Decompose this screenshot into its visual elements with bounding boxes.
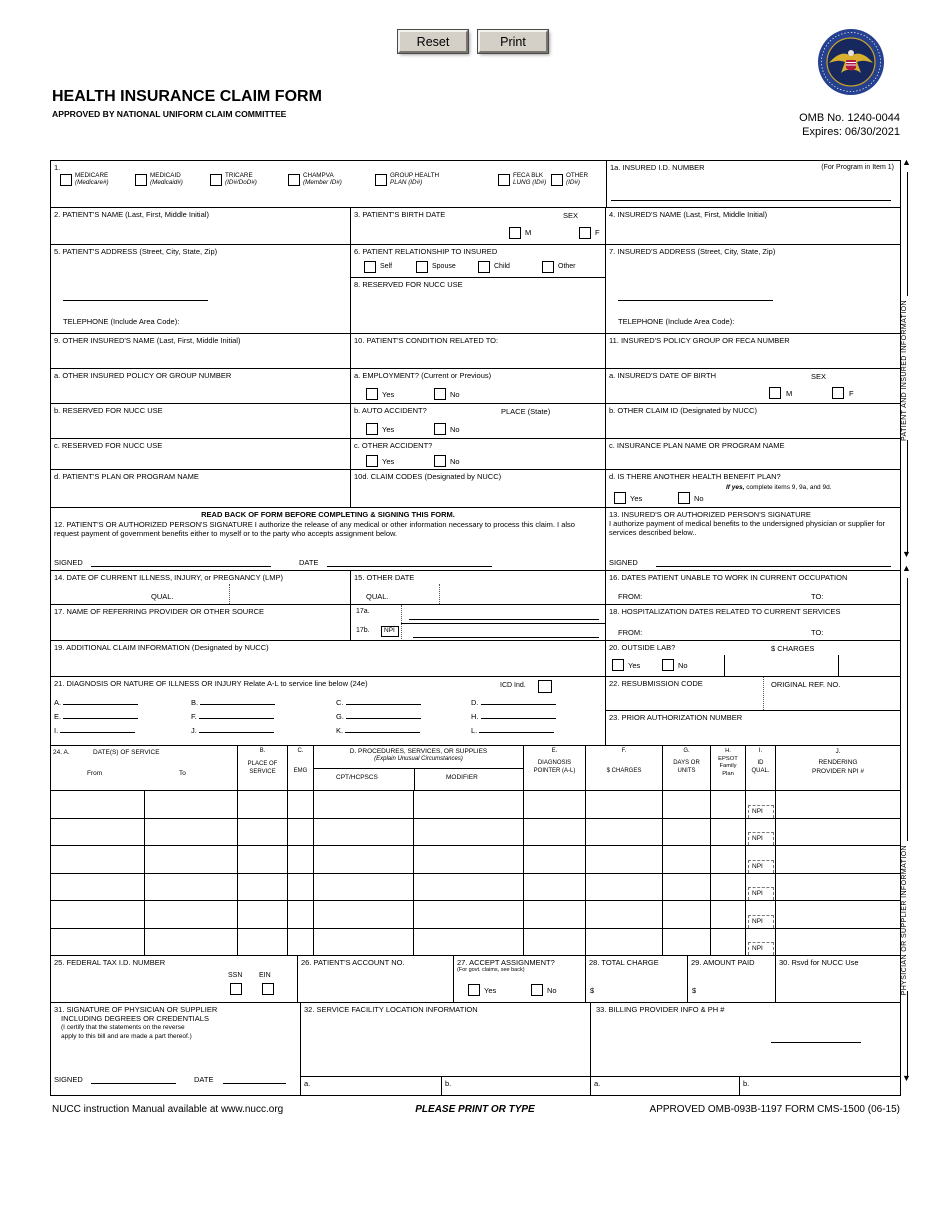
col24c-header: C. EMG <box>287 745 313 790</box>
box9d-label: d. PATIENT'S PLAN OR PROGRAM NAME <box>54 472 199 481</box>
box1-number: 1. <box>54 163 61 172</box>
option-sublabel: PLAN (ID#) <box>390 179 423 187</box>
signed-label: SIGNED <box>609 558 638 567</box>
patient-date-line <box>327 566 492 567</box>
no-label: No <box>450 457 460 466</box>
outside-lab-no-checkbox[interactable] <box>662 659 674 671</box>
male-label: M <box>525 228 532 237</box>
field-line <box>199 726 274 733</box>
other-accident-yes-checkbox[interactable] <box>366 455 378 467</box>
box13-label: 13. INSURED'S OR AUTHORIZED PERSON'S SIGNATURE <box>609 510 811 519</box>
insured-signed-line <box>656 566 891 567</box>
diagnosis-l: L. <box>471 726 554 735</box>
field-line <box>413 637 599 638</box>
signed-label: SIGNED <box>54 558 83 567</box>
box11a-insured-birth-date <box>605 368 900 403</box>
footer-nucc-manual: NUCC instruction Manual available at www.nucc.org <box>52 1104 284 1115</box>
npi-label: NPI <box>748 887 774 900</box>
box32a-cell <box>301 1076 441 1096</box>
yes-label: Yes <box>628 661 641 670</box>
option-sublabel: (Member ID#) <box>303 179 342 187</box>
child-label: Child <box>494 263 510 270</box>
box11-label: 11. INSURED'S POLICY GROUP OR FECA NUMBER <box>609 336 790 345</box>
other-accident-no-checkbox[interactable] <box>434 455 446 467</box>
box20-outside-lab <box>605 640 900 676</box>
option-sublabel: (ID#/DoD#) <box>225 179 257 187</box>
col24j-header: J. RENDERING PROVIDER NPI # <box>775 745 900 790</box>
box31-physician-signature <box>51 1002 300 1095</box>
diagnosis-f: F. <box>191 712 274 721</box>
section-line <box>907 172 908 296</box>
box23-label: 23. PRIOR AUTHORIZATION NUMBER <box>609 713 743 722</box>
box10a-label: a. EMPLOYMENT? (Current or Previous) <box>354 371 492 380</box>
cms-1500-form <box>50 160 901 1096</box>
field-line <box>481 712 556 719</box>
ssn-label: SSN <box>228 972 243 979</box>
to-label: TO: <box>811 628 824 637</box>
row-divider <box>401 623 606 624</box>
page-subtitle: APPROVED BY NATIONAL UNIFORM CLAIM COMMITTEE <box>52 109 287 119</box>
box28-total-charge <box>585 955 687 1002</box>
npi-label: NPI <box>748 805 774 818</box>
other-label: Other <box>558 263 576 270</box>
box32-service-facility <box>300 1002 590 1095</box>
icd-indicator-field[interactable] <box>538 680 552 693</box>
col24e-header: E. DIAGNOSIS POINTER (A-L) <box>523 745 585 790</box>
divider <box>763 677 764 710</box>
option-other <box>551 172 588 187</box>
box9-label: 9. OTHER INSURED'S NAME (Last, First, Middle Initial) <box>54 336 241 345</box>
option-label: TRICARE <box>225 172 253 179</box>
field-line <box>346 712 421 719</box>
accept-assignment-yes-checkbox[interactable] <box>468 984 480 996</box>
box32b-label: b. <box>445 1079 452 1088</box>
charges-divider <box>838 655 839 677</box>
box30-label: 30. Rsvd for NUCC Use <box>779 958 859 967</box>
from-label: From <box>87 770 103 777</box>
print-button[interactable]: Print <box>478 30 548 53</box>
physician-signed-line <box>91 1083 176 1084</box>
omb-number: OMB No. 1240-0044 <box>799 112 900 124</box>
relationship-spouse-checkbox[interactable] <box>416 261 428 273</box>
yes-label: Yes <box>484 986 497 995</box>
box4-label: 4. INSURED'S NAME (Last, First, Middle Initial) <box>609 210 768 219</box>
box1a-label: 1a. INSURED I.D. NUMBER <box>610 163 705 172</box>
champva-checkbox[interactable] <box>288 174 300 186</box>
box5-label: 5. PATIENT'S ADDRESS (Street, City, State, Zip) <box>54 247 218 256</box>
outside-lab-yes-checkbox[interactable] <box>612 659 624 671</box>
box9b-reserved-nucc <box>51 403 350 438</box>
box13-text: I authorize payment of medical benefits to the undersigned physician or supplier for services described below.. <box>609 519 885 537</box>
box9c-label: c. RESERVED FOR NUCC USE <box>54 441 163 450</box>
box20-label: 20. OUTSIDE LAB? <box>609 643 676 652</box>
col24b-header: B. PLACE OF SERVICE <box>237 745 287 790</box>
box7-label: 7. INSURED'S ADDRESS (Street, City, State, Zip) <box>609 247 776 256</box>
col24g-header: G. DAYS OR UNITS <box>662 745 710 790</box>
option-sublabel: (Medicare#) <box>75 179 109 187</box>
box1a-note: (For Program in Item 1) <box>821 164 894 171</box>
phone-line <box>771 1042 861 1043</box>
option-label: MEDICAID <box>150 172 181 179</box>
date-label: DATE <box>194 1075 214 1084</box>
option-label: FECA BLK <box>513 172 544 179</box>
box21-label: 21. DIAGNOSIS OR NATURE OF ILLNESS OR INJURY Relate A-L to service line below (24e) <box>54 679 368 688</box>
dollar-sign: $ <box>692 986 697 995</box>
medicaid-checkbox[interactable] <box>135 174 147 186</box>
box10b-auto-accident <box>350 403 605 438</box>
box11d-another-benefit-plan <box>605 469 900 507</box>
box17ab-referring-ids <box>350 604 605 640</box>
box11a-label: a. INSURED'S DATE OF BIRTH <box>609 371 717 380</box>
physician-section-arrow-up-icon: ▲ <box>902 563 911 573</box>
option-sublabel: (Medicaid#) <box>150 179 183 187</box>
diagnosis-i: I. <box>54 726 135 735</box>
charges-label: $ CHARGES <box>771 644 815 653</box>
box9a-label: a. OTHER INSURED POLICY OR GROUP NUMBER <box>54 371 232 380</box>
ein-checkbox[interactable] <box>262 983 274 995</box>
box29-label: 29. AMOUNT PAID <box>691 958 755 967</box>
diagnosis-k: K. <box>336 726 420 735</box>
box10-patient-condition <box>350 333 605 368</box>
box11c-label: c. INSURANCE PLAN NAME OR PROGRAM NAME <box>609 441 785 450</box>
box17-label: 17. NAME OF REFERRING PROVIDER OR OTHER SOURCE <box>54 607 265 616</box>
box10d-claim-codes <box>350 469 605 507</box>
option-sublabel: LUNG (ID#) <box>513 179 547 187</box>
option-tricare <box>210 172 257 187</box>
col24h-header: H. EPSOT Family Plan <box>710 745 745 790</box>
box6-patient-relationship <box>350 244 605 277</box>
box31-note-1: (I certify that the statements on the reverse <box>61 1024 185 1031</box>
diagnosis-b: B. <box>191 698 275 707</box>
patient-section-arrow-down-icon: ▼ <box>902 549 911 559</box>
reset-button[interactable]: Reset <box>398 30 468 53</box>
benefit-plan-no-checkbox[interactable] <box>678 492 690 504</box>
feca-blk-lung-checkbox[interactable] <box>498 174 510 186</box>
box31-label-1: 31. SIGNATURE OF PHYSICIAN OR SUPPLIER <box>54 1005 218 1014</box>
field-line <box>409 619 599 620</box>
service-row-6[interactable] <box>51 928 900 956</box>
box22-resubmission-code <box>605 676 900 710</box>
physician-section-arrow-down-icon: ▼ <box>902 1073 911 1083</box>
divider <box>314 768 524 769</box>
option-medicaid <box>135 172 183 187</box>
service-row-5[interactable] <box>51 900 900 928</box>
field-line <box>60 726 135 733</box>
ein-label: EIN <box>259 972 271 979</box>
box11d-label: d. IS THERE ANOTHER HEALTH BENEFIT PLAN? <box>609 472 781 481</box>
box14-label: 14. DATE OF CURRENT ILLNESS, INJURY, or PREGNANCY (LMP) <box>54 573 283 582</box>
relationship-other-checkbox[interactable] <box>542 261 554 273</box>
yes-label: Yes <box>382 390 395 399</box>
yes-label: Yes <box>630 494 643 503</box>
box12-text: 12. PATIENT'S OR AUTHORIZED PERSON'S SIGNATURE I authorize the release of any medical or other information necessary to process this claim. I also request payment of government benefits either to myself or to the party who accepts assignment below. <box>54 520 575 538</box>
to-label: To <box>179 770 186 777</box>
yes-label: Yes <box>382 457 395 466</box>
box26-label: 26. PATIENT'S ACCOUNT NO. <box>301 958 405 967</box>
box9c-reserved-nucc <box>51 438 350 469</box>
box16-unable-to-work-dates <box>605 570 900 604</box>
auto-accident-yes-checkbox[interactable] <box>366 423 378 435</box>
section-line <box>907 440 908 552</box>
box11b-other-claim-id <box>605 403 900 438</box>
box9-other-insured-name <box>51 333 350 368</box>
box18-label: 18. HOSPITALIZATION DATES RELATED TO CURRENT SERVICES <box>609 607 841 616</box>
service-row-2[interactable] <box>51 818 900 846</box>
box33a-cell <box>591 1076 739 1096</box>
field-line <box>63 698 138 705</box>
box32a-label: a. <box>304 1079 311 1088</box>
read-back-heading: READ BACK OF FORM BEFORE COMPLETING & SIGNING THIS FORM. <box>201 510 455 519</box>
npi-label: NPI <box>748 860 774 873</box>
address-line <box>618 300 773 301</box>
box2-patient-name <box>51 207 350 244</box>
female-label: F <box>595 228 600 237</box>
box31-label-2: INCLUDING DEGREES OR CREDENTIALS <box>61 1014 209 1023</box>
patient-section-arrow-up-icon: ▲ <box>902 157 911 167</box>
box33b-cell <box>739 1076 901 1096</box>
female-label: F <box>849 389 854 398</box>
box15-other-date <box>350 570 605 604</box>
npi-qualifier-box: NPI <box>381 626 399 637</box>
box25-federal-tax-id <box>51 955 297 1002</box>
field-line <box>199 712 274 719</box>
group-health-plan-checkbox[interactable] <box>375 174 387 186</box>
col24a-title: DATE(S) OF SERVICE <box>93 749 160 756</box>
box6-label: 6. PATIENT RELATIONSHIP TO INSURED <box>354 247 498 256</box>
box27-label: 27. ACCEPT ASSIGNMENT? <box>457 958 555 967</box>
box31-note-2: apply to this bill and are made a part thereof.) <box>61 1033 192 1040</box>
service-row-1[interactable] <box>51 790 900 818</box>
relationship-child-checkbox[interactable] <box>478 261 490 273</box>
service-row-3[interactable] <box>51 845 900 873</box>
medicare-checkbox[interactable] <box>60 174 72 186</box>
place-state-label: PLACE (State) <box>501 407 551 416</box>
diagnosis-j: J. <box>191 726 274 735</box>
box22-label: 22. RESUBMISSION CODE <box>609 679 703 688</box>
no-label: No <box>678 661 688 670</box>
charges-divider <box>724 655 725 677</box>
insured-sex-female-checkbox[interactable] <box>832 387 844 399</box>
col24a-header <box>51 745 237 790</box>
agency-seal <box>817 28 885 96</box>
box10b-label: b. AUTO ACCIDENT? <box>354 406 427 415</box>
insured-sex-male-checkbox[interactable] <box>769 387 781 399</box>
telephone-label: TELEPHONE (Include Area Code): <box>618 317 735 326</box>
sex-label: SEX <box>811 372 827 381</box>
box11c-insurance-plan-name <box>605 438 900 469</box>
to-label: TO: <box>811 592 824 601</box>
box21-diagnosis <box>51 676 605 745</box>
box9a-other-insured-policy <box>51 368 350 403</box>
spouse-label: Spouse <box>432 263 456 270</box>
option-group-health <box>375 172 439 187</box>
physician-date-line <box>223 1083 286 1084</box>
relationship-self-checkbox[interactable] <box>364 261 376 273</box>
icd-ind-label: ICD Ind. <box>500 682 526 689</box>
field-line <box>481 698 556 705</box>
col24a-number: 24. A. <box>53 749 70 756</box>
box17a-label: 17a. <box>356 608 370 615</box>
employment-no-checkbox[interactable] <box>434 388 446 400</box>
box33b-label: b. <box>743 1079 750 1088</box>
ssn-checkbox[interactable] <box>230 983 242 995</box>
box17-referring-provider <box>51 604 350 640</box>
box15-label: 15. OTHER DATE <box>354 573 415 582</box>
box13-insured-signature <box>605 507 900 570</box>
address-line <box>63 300 208 301</box>
npi-label: NPI <box>748 915 774 928</box>
footer-approved: APPROVED OMB-093B-1197 FORM CMS-1500 (06-15) <box>649 1104 900 1115</box>
option-medicare <box>60 172 109 187</box>
diagnosis-g: G. <box>336 712 421 721</box>
field-line <box>479 726 554 733</box>
box5-patient-address <box>51 244 350 333</box>
box23-prior-authorization <box>605 710 900 745</box>
box7-insured-address <box>605 244 900 333</box>
self-label: Self <box>380 263 393 270</box>
divider <box>414 768 415 791</box>
npi-label: NPI <box>748 942 774 955</box>
box4-insured-name <box>605 207 900 244</box>
section-line <box>907 991 908 1076</box>
signed-label: SIGNED <box>54 1075 83 1084</box>
option-label: MEDICARE <box>75 172 109 179</box>
box29-amount-paid <box>687 955 775 1002</box>
box10-label: 10. PATIENT'S CONDITION RELATED TO: <box>354 336 499 345</box>
box27-note: (For govt. claims, see back) <box>457 967 525 973</box>
yes-label: Yes <box>382 425 395 434</box>
service-row-4[interactable] <box>51 873 900 901</box>
box1a-insured-id-number <box>606 161 900 207</box>
modifier-label: MODIFIER <box>446 774 478 781</box>
other-insurance-checkbox[interactable] <box>551 174 563 186</box>
cpt-label: CPT/HCPSCS <box>336 774 378 781</box>
box33a-label: a. <box>594 1079 601 1088</box>
box8-reserved-nucc <box>350 277 605 333</box>
tricare-checkbox[interactable] <box>210 174 222 186</box>
field-line <box>346 698 421 705</box>
box10c-other-accident <box>350 438 605 469</box>
box33-billing-provider <box>590 1002 900 1095</box>
box33-label: 33. BILLING PROVIDER INFO & PH # <box>596 1005 725 1014</box>
box32-label: 32. SERVICE FACILITY LOCATION INFORMATION <box>304 1005 478 1014</box>
field-line <box>345 726 420 733</box>
patient-sex-female-checkbox[interactable] <box>579 227 591 239</box>
no-label: No <box>450 390 460 399</box>
omb-expires: Expires: 06/30/2021 <box>802 126 900 138</box>
qual-label: QUAL. <box>151 592 174 601</box>
qual-divider <box>229 584 230 604</box>
diagnosis-c: C. <box>336 698 421 707</box>
qual-label: QUAL. <box>366 592 389 601</box>
no-label: No <box>694 494 704 503</box>
dollar-sign: $ <box>590 986 595 995</box>
col24i-header: I. ID QUAL. <box>745 745 775 790</box>
if-yes-note: If yes, complete items 9, 9a, and 9d. <box>726 484 832 491</box>
male-label: M <box>786 389 793 398</box>
diagnosis-e: E. <box>54 712 138 721</box>
box3-label: 3. PATIENT'S BIRTH DATE <box>354 210 446 219</box>
box19-additional-claim-info <box>51 640 605 676</box>
sex-label: SEX <box>563 211 579 220</box>
option-sublabel: (ID#) <box>566 179 580 187</box>
from-label: FROM: <box>618 592 643 601</box>
insured-id-line <box>611 200 891 201</box>
telephone-label: TELEPHONE (Include Area Code): <box>63 317 180 326</box>
box3-patient-birth-date <box>350 207 605 244</box>
field-line <box>200 698 275 705</box>
box32b-cell <box>441 1076 591 1096</box>
option-label: GROUP HEALTH <box>390 172 440 179</box>
box18-hospitalization-dates <box>605 604 900 640</box>
box28-label: 28. TOTAL CHARGE <box>589 958 659 967</box>
option-feca <box>498 172 546 187</box>
box11-insured-policy-group <box>605 333 900 368</box>
diagnosis-h: H. <box>471 712 556 721</box>
box25-label: 25. FEDERAL TAX I.D. NUMBER <box>54 958 166 967</box>
footer-print-or-type: PLEASE PRINT OR TYPE <box>415 1104 535 1115</box>
option-label: OTHER <box>566 172 589 179</box>
patient-signed-line <box>91 566 271 567</box>
col24d-header: D. PROCEDURES, SERVICES, OR SUPPLIES (Explain Unusual Circumstances) CPT/HCPSCS MODIFIER <box>313 745 523 790</box>
box16-label: 16. DATES PATIENT UNABLE TO WORK IN CURRENT OCCUPATION <box>609 573 848 582</box>
box12-patient-signature <box>51 507 605 570</box>
field-line <box>63 712 138 719</box>
original-ref-label: ORIGINAL REF. NO. <box>771 680 841 689</box>
option-label: CHAMPVA <box>303 172 334 179</box>
qual-divider <box>439 584 440 604</box>
physician-supplier-section-label: PHYSICIAN OR SUPPLIER INFORMATION <box>901 845 908 996</box>
from-label: FROM: <box>618 628 643 637</box>
box10d-label: 10d. CLAIM CODES (Designated by NUCC) <box>354 472 502 481</box>
page-title: HEALTH INSURANCE CLAIM FORM <box>52 88 322 105</box>
box30-reserved-nucc <box>775 955 900 1002</box>
box14-date-of-illness <box>51 570 350 604</box>
npi-label: NPI <box>748 832 774 845</box>
benefit-plan-yes-checkbox[interactable] <box>614 492 626 504</box>
accept-assignment-no-checkbox[interactable] <box>531 984 543 996</box>
auto-accident-no-checkbox[interactable] <box>434 423 446 435</box>
box1-insurance-type <box>51 161 606 207</box>
box10a-employment <box>350 368 605 403</box>
diagnosis-d: D. <box>471 698 556 707</box>
patient-insured-section-label: PATIENT AND INSURED INFORMATION <box>901 300 908 442</box>
box9b-label: b. RESERVED FOR NUCC USE <box>54 406 163 415</box>
no-label: No <box>547 986 557 995</box>
box10c-label: c. OTHER ACCIDENT? <box>354 441 433 450</box>
section-line <box>907 578 908 841</box>
box8-label: 8. RESERVED FOR NUCC USE <box>354 280 463 289</box>
option-champva <box>288 172 342 187</box>
box17b-label: 17b. <box>356 627 370 634</box>
diagnosis-a: A. <box>54 698 138 707</box>
box27-accept-assignment <box>453 955 585 1002</box>
box26-patient-account <box>297 955 453 1002</box>
box9d-patient-plan <box>51 469 350 507</box>
box2-label: 2. PATIENT'S NAME (Last, First, Middle Initial) <box>54 210 209 219</box>
patient-sex-male-checkbox[interactable] <box>509 227 521 239</box>
col24f-header: F. $ CHARGES <box>585 745 662 790</box>
no-label: No <box>450 425 460 434</box>
box11b-label: b. OTHER CLAIM ID (Designated by NUCC) <box>609 406 757 415</box>
employment-yes-checkbox[interactable] <box>366 388 378 400</box>
box19-label: 19. ADDITIONAL CLAIM INFORMATION (Designated by NUCC) <box>54 643 269 652</box>
date-label: DATE <box>299 558 319 567</box>
